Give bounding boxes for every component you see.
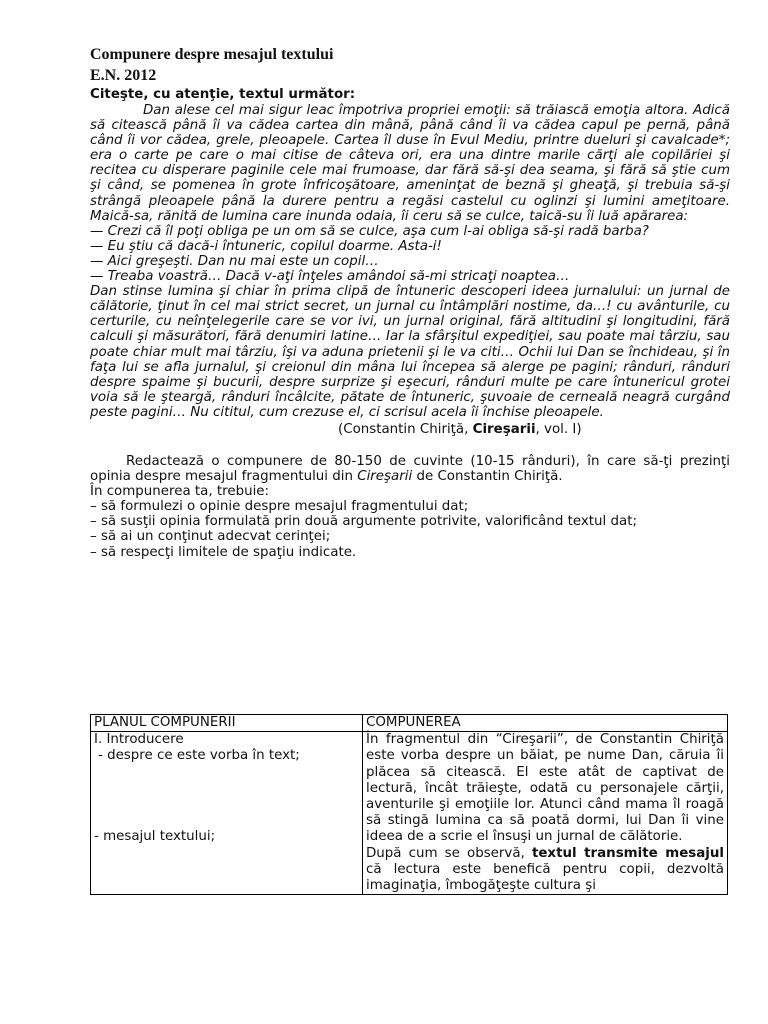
- requirement-item: – să susţii opinia formulată prin două argumente potrivite, valorificând textul dat;: [90, 514, 637, 530]
- composition-paragraph: În fragmentul din “Cireşarii”, de Constantin Chiriţă este vorba despre un băiat, pe nume Dan, căruia îi plăcea să citească. El este atât de captivat de lectură, încât trăieşte, odată cu personajele cărţii, aventurile şi emoţiile lor. Atunci când mama îl roagă să stingă lumina ca să poată dormi, lui Dan îi vine ideea de a scrie el însuşi un jurnal de călătorie.: [366, 732, 724, 845]
- source-prefix: (Constantin Chiriţă,: [338, 421, 473, 437]
- fragment-paragraph: Dan alese cel mai sigur leac împotriva propriei emoţii: să trăiască emoţia altora. Adică să citească până îi va cădea cartea din mână, până când îi va cădea capul pe pernă, până când îi vor cădea, grele, pleoapele. Cartea îl duse în Evul Mediu, printre dueluri şi cavalcade*; era o carte pe care o mai citise de câteva ori, era una dintre marile cărţi ale copilăriei şi recitea cu disperare paginile cele mai frumoase, dar fără să-şi dea seama, şi fără să ştie cum şi când, se pomenea în grote înfricoşătoare, ameninţat de beznă şi gheaţă, şi trebuia să-şi strângă pleoapele până la durere pentru a regăsi castelul cu oglinzi şi lumini ameţitoare. Maică-sa, rănită de lumina care inunda odaia, îi ceru să se culce, taică-su îi luă apărarea:: [90, 103, 730, 224]
- composition-text-end: că lectura este benefică pentru copii, dezvoltă imaginaţia, îmbogăţeşte cultura şi: [366, 861, 724, 894]
- plan-point-message: - mesajul textului;: [94, 828, 216, 844]
- assignment-instructions: [90, 454, 730, 560]
- plan-cell: [91, 732, 363, 895]
- dialogue-line: — Treaba voastră… Dacă v-aţi înţeles amândoi să-mi stricaţi noaptea…: [90, 269, 570, 285]
- requirements-lead: În compunerea ta, trebuie:: [90, 484, 270, 500]
- assignment-paragraph: [90, 454, 730, 484]
- column-header-composition: COMPUNEREA: [363, 715, 728, 732]
- document-title: Compunere despre mesajul textului: [90, 46, 334, 63]
- source-suffix: , vol. I): [535, 421, 582, 437]
- fragment-paragraph: Dan stinse lumina şi chiar în prima clipă de întuneric descoperi ideea jurnalului: un jurnal de călătorie, ţinut în cel mai strict secret, un jurnal cu întâmplări nostime, da…! cu avânturile, cu certurile, cu neînţelegerile care se vor ivi, un jurnal original, fără altitudini şi longitudini, fără calculi şi măsurători, fără denumiri latine… Iar la sfârşitul expediţiei, sau poate mai târziu, sau poate chiar mult mai târziu, îşi va aduna prietenii şi le va citi… Ochii lui Dan se închideau, şi în faţa lui se afla jurnalul, şi creionul din mâna lui începea să alerge pe pagini; rânduri, rânduri despre spaime şi bucurii, despre surprize şi eşecuri, rânduri multe pe care întunericul grotei voia să le şteargă, rânduri încâlcite, pătate de întuneric, şuvoaie de cerneală neagră curgând peste pagini… Nu cititul, cum crezuse el, ci scrisul acela îi închise pleoapele.: [90, 284, 730, 420]
- composition-emphasis: textul transmite mesajul: [531, 845, 725, 861]
- composition-paragraph: [366, 846, 724, 895]
- composition-text: După cum se observă,: [366, 845, 532, 861]
- document-page: [90, 44, 730, 894]
- plan-point-topic: - despre ce este vorba în text;: [98, 748, 300, 764]
- assignment-book-title: Cireşarii: [357, 469, 413, 485]
- requirement-item: – să respecţi limitele de spaţiu indicate.: [90, 544, 357, 560]
- composition-table: [90, 714, 728, 895]
- plan-intro: I. Introducere: [94, 732, 184, 748]
- dialogue-line: — Eu ştiu că dacă-i întuneric, copilul doarme. Asta-i!: [90, 238, 442, 254]
- requirement-item: – să ai un conţinut adecvat cerinţei;: [90, 529, 331, 545]
- assignment-text: Redactează o compunere de 80-150 de cuvinte (10-15 rânduri), în care să-ţi prezinţi opinia despre mesajul fragmentului din: [90, 453, 730, 485]
- exam-label: E.N. 2012: [90, 67, 157, 84]
- column-header-plan: PLANUL COMPUNERII: [91, 715, 363, 732]
- dialogue-line: — Aici greşeşti. Dan nu mai este un copil…: [90, 253, 379, 269]
- literary-fragment: [90, 103, 730, 420]
- task-heading: Citeşte, cu atenţie, textul următor:: [90, 87, 356, 102]
- source-book-title: Cireşarii: [472, 421, 536, 437]
- assignment-text-end: de Constantin Chiriţă.: [412, 469, 563, 485]
- requirement-item: – să formulezi o opinie despre mesajul fragmentului dat;: [90, 499, 469, 515]
- dialogue-line: — Crezi că îl poţi obliga pe un om să se culce, aşa cum l-ai obliga să-şi radă barba?: [90, 223, 649, 239]
- source-citation: [90, 422, 730, 438]
- table-row: [91, 732, 728, 895]
- table-header-row: [91, 715, 728, 732]
- composition-cell: [363, 732, 728, 895]
